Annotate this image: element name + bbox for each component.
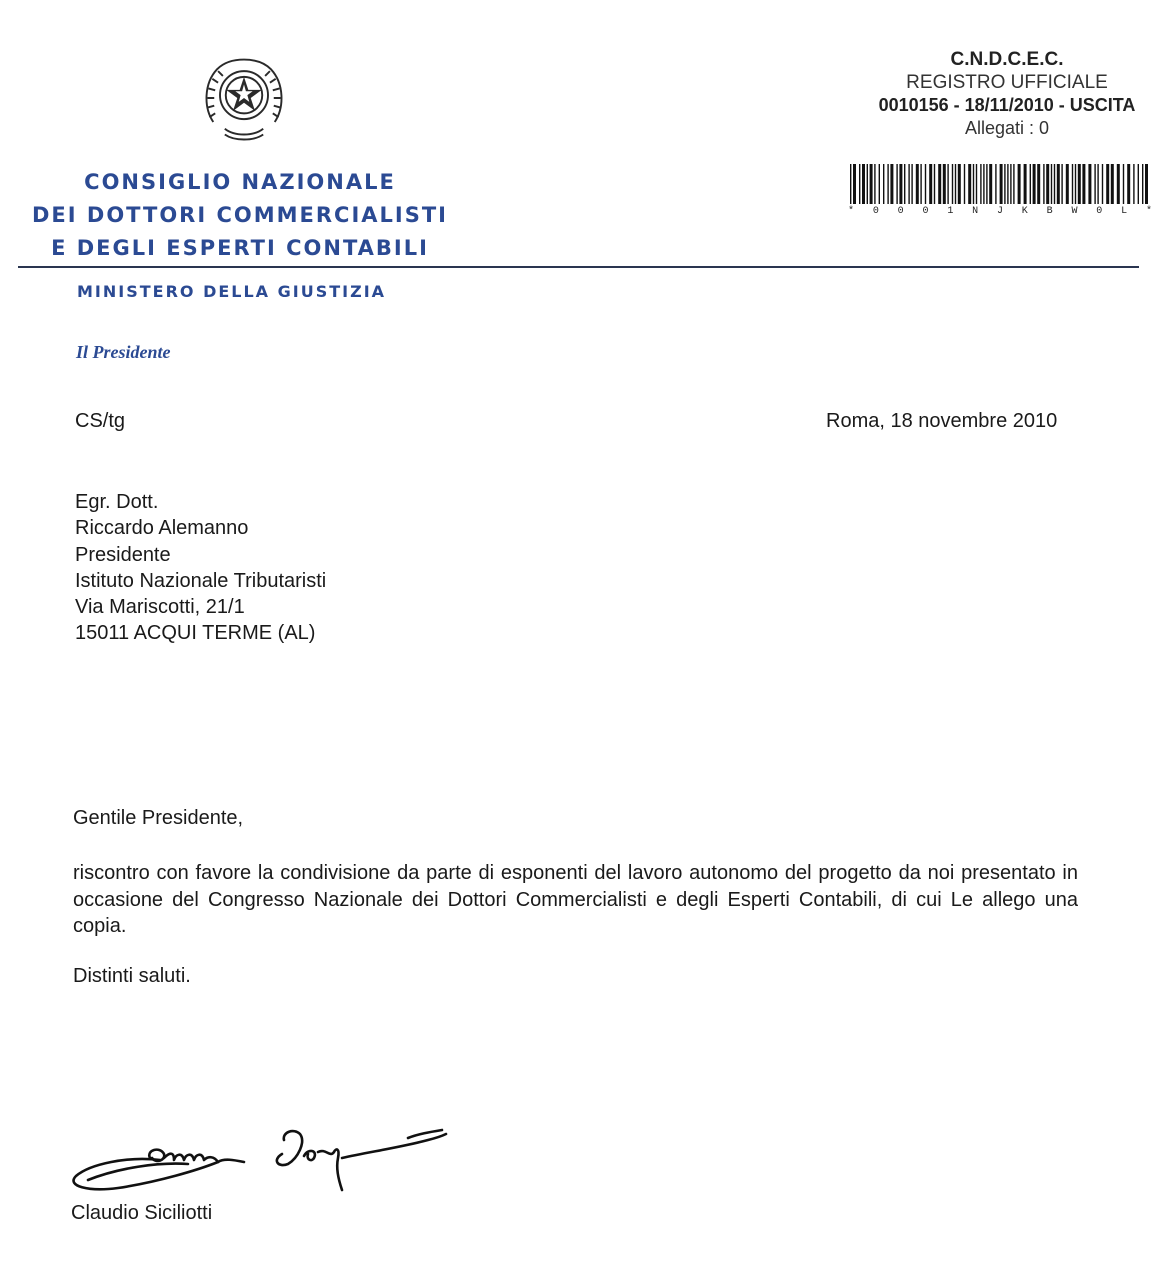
barcode-bar: [938, 164, 941, 204]
recipient-line-4: Istituto Nazionale Tributaristi: [75, 569, 327, 592]
org-line-3: E DEGLI ESPERTI CONTABILI: [51, 236, 429, 260]
ministry-label: MINISTERO DELLA GIUSTIZIA: [77, 282, 387, 301]
barcode-bar: [964, 164, 965, 204]
barcode-bar: [1088, 164, 1091, 204]
barcode-bar: [1082, 164, 1085, 204]
barcode-bar: [874, 164, 875, 204]
barcode-bar: [867, 164, 868, 204]
barcode-bar: [1024, 164, 1027, 204]
barcode-char: 1: [947, 206, 954, 217]
barcode-bar: [1142, 164, 1143, 204]
barcode-bar: [1010, 164, 1011, 204]
registry-stamp: [848, 48, 1166, 140]
barcode-bar: [899, 164, 902, 204]
barcode-char: *: [848, 206, 855, 217]
barcode-bar: [1004, 164, 1005, 204]
barcode-bar: [1046, 164, 1049, 204]
barcode-bar: [1007, 164, 1008, 204]
barcode-bar: [879, 164, 880, 204]
org-line-1: CONSIGLIO NAZIONALE: [84, 170, 396, 194]
barcode-char: *: [1145, 206, 1152, 217]
barcode-bar: [1123, 164, 1124, 204]
barcode-bar: [920, 164, 921, 204]
barcode-bar: [1033, 164, 1036, 204]
barcode-bar: [1072, 164, 1073, 204]
barcode-bar: [1061, 164, 1062, 204]
registry-attachments: Allegati : 0: [964, 118, 1050, 138]
barcode-bar: [1075, 164, 1076, 204]
registry-code: C.N.D.C.E.C.: [950, 49, 1064, 70]
recipient-line-6: 15011 ACQUI TERME (AL): [75, 622, 316, 645]
barcode-bar: [947, 164, 948, 204]
barcode-char: 0: [872, 206, 879, 217]
barcode-bar: [890, 164, 893, 204]
salutation: Gentile Presidente,: [73, 807, 244, 829]
barcode-char: W: [1071, 206, 1078, 217]
header-divider: [18, 266, 1139, 268]
barcode-bar: [887, 164, 888, 204]
barcode-bar: [911, 164, 912, 204]
barcode-bar: [904, 164, 905, 204]
barcode-bar: [850, 164, 851, 204]
barcode-char: 0: [897, 206, 904, 217]
barcode-char: 0: [922, 206, 929, 217]
barcode-bar: [968, 164, 971, 204]
barcode-bar: [995, 164, 996, 204]
barcode-char: B: [1046, 206, 1053, 217]
barcode-bar: [925, 164, 926, 204]
barcode-bar: [862, 164, 865, 204]
barcode-bar: [980, 164, 981, 204]
barcode-char: 0: [1096, 206, 1103, 217]
barcode-bar: [1000, 164, 1003, 204]
barcode-char: N: [972, 206, 979, 217]
barcode-char: L: [1121, 206, 1128, 217]
barcode-bar: [1066, 164, 1069, 204]
barcode-bar: [870, 164, 873, 204]
recipient-line-2: Riccardo Alemanno: [75, 517, 249, 540]
registry-protocol: 0010156 - 18/11/2010 - USCITA: [878, 95, 1136, 115]
barcode-icon: [848, 164, 1152, 204]
recipient-address: [75, 489, 326, 647]
barcode-bar: [976, 164, 977, 204]
barcode-bar: [1013, 164, 1014, 204]
barcode-bar: [859, 164, 860, 204]
barcode-char: J: [996, 206, 1003, 217]
barcode-bar: [1094, 164, 1095, 204]
recipient-line-3: Presidente: [75, 543, 171, 566]
barcode-bar: [929, 164, 932, 204]
closing: Distinti saluti.: [73, 965, 191, 987]
recipient-line-1: Egr. Dott.: [75, 491, 159, 513]
barcode-bar: [1117, 164, 1120, 204]
barcode-bar: [934, 164, 935, 204]
barcode-bar: [883, 164, 884, 204]
recipient-line-5: Via Mariscotti, 21/1: [75, 596, 245, 619]
barcode-bar: [1145, 164, 1148, 204]
barcode-bar: [1078, 164, 1081, 204]
barcode-bar: [983, 164, 984, 204]
barcode-bar: [853, 164, 856, 204]
barcode-bar: [1106, 164, 1109, 204]
barcode-bar: [955, 164, 956, 204]
barcode-bar: [1018, 164, 1021, 204]
barcode-bar: [943, 164, 946, 204]
barcode-bar: [1102, 164, 1103, 204]
barcode-bar: [1111, 164, 1114, 204]
barcode-bar: [1138, 164, 1139, 204]
org-line-2: DEI DOTTORI COMMERCIALISTI: [32, 203, 448, 227]
barcode-text: [848, 206, 1152, 217]
barcode-bar: [1054, 164, 1055, 204]
barcode-bar: [973, 164, 974, 204]
place-date: Roma, 18 novembre 2010: [826, 410, 1058, 432]
barcode-bar: [986, 164, 987, 204]
barcode-bar: [1043, 164, 1044, 204]
handwritten-signature-icon: [68, 1118, 453, 1200]
barcode-bar: [1037, 164, 1040, 204]
barcode-bar: [908, 164, 909, 204]
barcode-bar: [1133, 164, 1134, 204]
barcode-bar: [958, 164, 961, 204]
reference-code: CS/tg: [75, 410, 126, 432]
barcode-bar: [896, 164, 897, 204]
barcode-bar: [989, 164, 992, 204]
italian-republic-emblem-icon: [196, 48, 292, 148]
barcode-bar: [1097, 164, 1098, 204]
barcode-bar: [1030, 164, 1031, 204]
signer-name: Claudio Siciliotti: [71, 1202, 213, 1224]
barcode-bar: [1051, 164, 1052, 204]
barcode-bar: [1127, 164, 1130, 204]
body-paragraph: riscontro con favore la condivisione da parte di esponenti del lavoro autonomo del progetto da noi presentato in occasione del Congresso Nazionale dei Dottori Commercialisti e degli Esperti Contabili, di cui Le allego una copia.: [73, 862, 1078, 937]
barcode-bar: [916, 164, 919, 204]
president-label: Il Presidente: [76, 342, 171, 362]
barcode-bar: [952, 164, 953, 204]
barcode-char: K: [1021, 206, 1028, 217]
organization-name: [20, 166, 460, 265]
barcode-bar: [1057, 164, 1060, 204]
registry-title: REGISTRO UFFICIALE: [906, 72, 1108, 93]
